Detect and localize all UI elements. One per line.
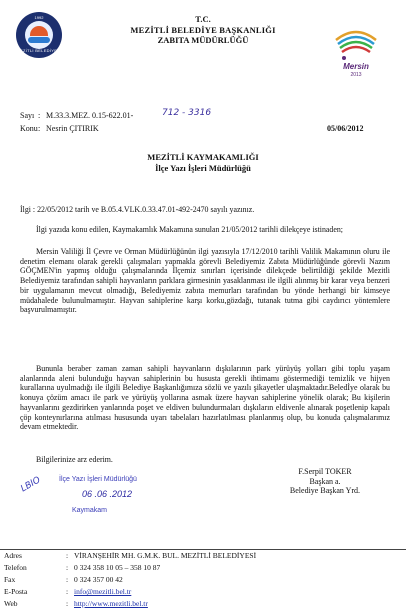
footer-label: Telefon [4, 563, 27, 572]
mersin-games-logo [328, 22, 384, 78]
footer-row-email: E-Posta : info@mezitli.bel.tr [4, 587, 132, 596]
sayi-handwritten-number: 712 - 3316 [162, 108, 212, 118]
stamp-scribble: LBIO [19, 475, 43, 495]
footer-row-address: Adres : VİRANŞEHİR MH. G.M.K. BUL. MEZİTLİ BELEDİYESİ [4, 551, 257, 560]
logo-ring-text: MEZİTLİ BELEDİYESİ [16, 48, 62, 53]
paragraph-1: İlgi yazıda konu edilen, Kaymakamlık Makamına sunulan 21/05/2012 tarihli dilekçeye istinaden; [36, 225, 343, 234]
paragraph-3: Bununla beraber zaman zaman sahipli hayvanların dışkılarının park yürüyüş yolları gibi toplu yaşam alanlarında aleni bulunduğu hayvan sahiplerinin bu hususta gerekli ihtimamı göstermediği temizlik ve hijyen kurallarına uyulmadığı ile ilgili Belediye Başkanlığımıza sözlü ve yazılı şikayetler ulaşmaktadır.Beledİye olarak bu konuya çözüm amacı ile park ve yürüyüş yollarına asmak üzere hayvan sahiplerine yönelik olarak; Bu kişilerin hayvanlarını gezdirirken yanlarında poşet ve eldiven bulundurmaları dışkıların eldivenle alınarak poşetlenip kapalı çöp konteynırlarına atılması hususunda uyarı tabelaları hazırlatılması planlanmış olup, bu konuda çalışmalarımız devam etmektedir. [20, 364, 390, 432]
header-department: ZABITA MÜDÜRLÜĞÜ [157, 35, 249, 45]
footer-row-web: Web : http://www.mezitli.bel.tr [4, 599, 148, 608]
konu-value: Nesrin ÇITIRIK [46, 124, 99, 133]
konu-row: Konu : Nesrin ÇITIRIK [20, 124, 99, 133]
stamp-office: İlçe Yazı İşleri Müdürlüğü [59, 476, 137, 483]
footer-value: 0 324 357 00 42 [74, 575, 123, 584]
header-tc: T.C. [195, 14, 211, 24]
footer-label: Fax [4, 575, 16, 584]
paragraph-2: Mersin Valiliği İl Çevre ve Orman Müdürlüğünün ilgi yazısıyla 17/12/2010 tarihli Valilik Makamının oluru ile denetim elemanı olarak gerekli çalışmaları yapmakla görevli Belediyemiz Zabıta Müdürlüğünde görevli Nazım GÖÇMEN'in yapmış olduğu çalışmalarında İlçemiz sınırları içerisinde dilekçede belirtildiği şekilde Mezitli Belediyemiz tarafından sahipli hayvanların parklara girmesinin yasaklanması ile ilgili alınmış bir karar veya benzeri bir uygulamanın mevcut olmadığı, Belediyemiz zabıta memurları tarafından bu yönde herhangi bir kimseye müdahalede bulunulmamıştır. Hayvan sahiplerine karşı korku,gözdağı, tutanak tutma gibi caydırıcı yöntemlere başvurulmamıştır. [20, 247, 390, 315]
sayi-value: M.33.3.MEZ. 0.15-622.01- [46, 111, 134, 120]
logo-year: 1992 [34, 15, 44, 20]
sayi-row: Sayı : M.33.3.MEZ. 0.15-622.01- 712 - 3316 [20, 108, 212, 120]
konu-label: Konu [20, 124, 38, 133]
reference-line: İlgi : 22/05/2012 tarih ve B.05.4.VLK.0.33.47.01-492-2470 sayılı yazınız. [20, 205, 255, 214]
received-stamp [19, 472, 172, 528]
email-link[interactable]: info@mezitli.bel.tr [74, 587, 132, 596]
stamp-kaymakam: Kaymakam [72, 507, 108, 514]
footer-label: Web [4, 599, 18, 608]
sayi-label: Sayı [20, 111, 35, 120]
mersin-logo-year: 2013 [350, 72, 362, 78]
signature-block [250, 467, 400, 496]
footer-label: Adres [4, 551, 22, 560]
mersin-rings-icon [328, 22, 384, 62]
recipient-subtitle: İlçe Yazı İşleri Müdürlüğü [155, 163, 251, 173]
footer-value: VİRANŞEHİR MH. G.M.K. BUL. MEZİTLİ BELEDİYESİ [74, 551, 257, 560]
document-date: 05/06/2012 [327, 124, 364, 133]
footer-value: 0 324 358 10 05 – 358 10 87 [74, 563, 161, 572]
mersin-logo-text: Mersin [343, 62, 369, 71]
signatory-title1: Başkan a. [309, 476, 341, 486]
stamp-date: 06 .06 .2012 [82, 489, 133, 499]
footer-label: E-Posta [4, 587, 28, 596]
signatory-name: F.Serpil TOKER [298, 467, 352, 476]
footer-divider [0, 549, 406, 550]
recipient-title: MEZİTLİ KAYMAKAMLIĞI [147, 152, 259, 162]
closing-line: Bilgilerinize arz ederim. [36, 455, 113, 464]
signatory-title2: Belediye Başkan Yrd. [289, 486, 361, 496]
footer-row-fax: Fax : 0 324 357 00 42 [4, 575, 123, 584]
footer-contact [4, 551, 406, 611]
header-municipality: MEZİTLİ BELEDİYE BAŞKANLIĞI [130, 25, 276, 35]
website-link[interactable]: http://www.mezitli.bel.tr [74, 599, 148, 608]
footer-row-phone: Telefon : 0 324 358 10 05 – 358 10 87 [4, 563, 161, 572]
